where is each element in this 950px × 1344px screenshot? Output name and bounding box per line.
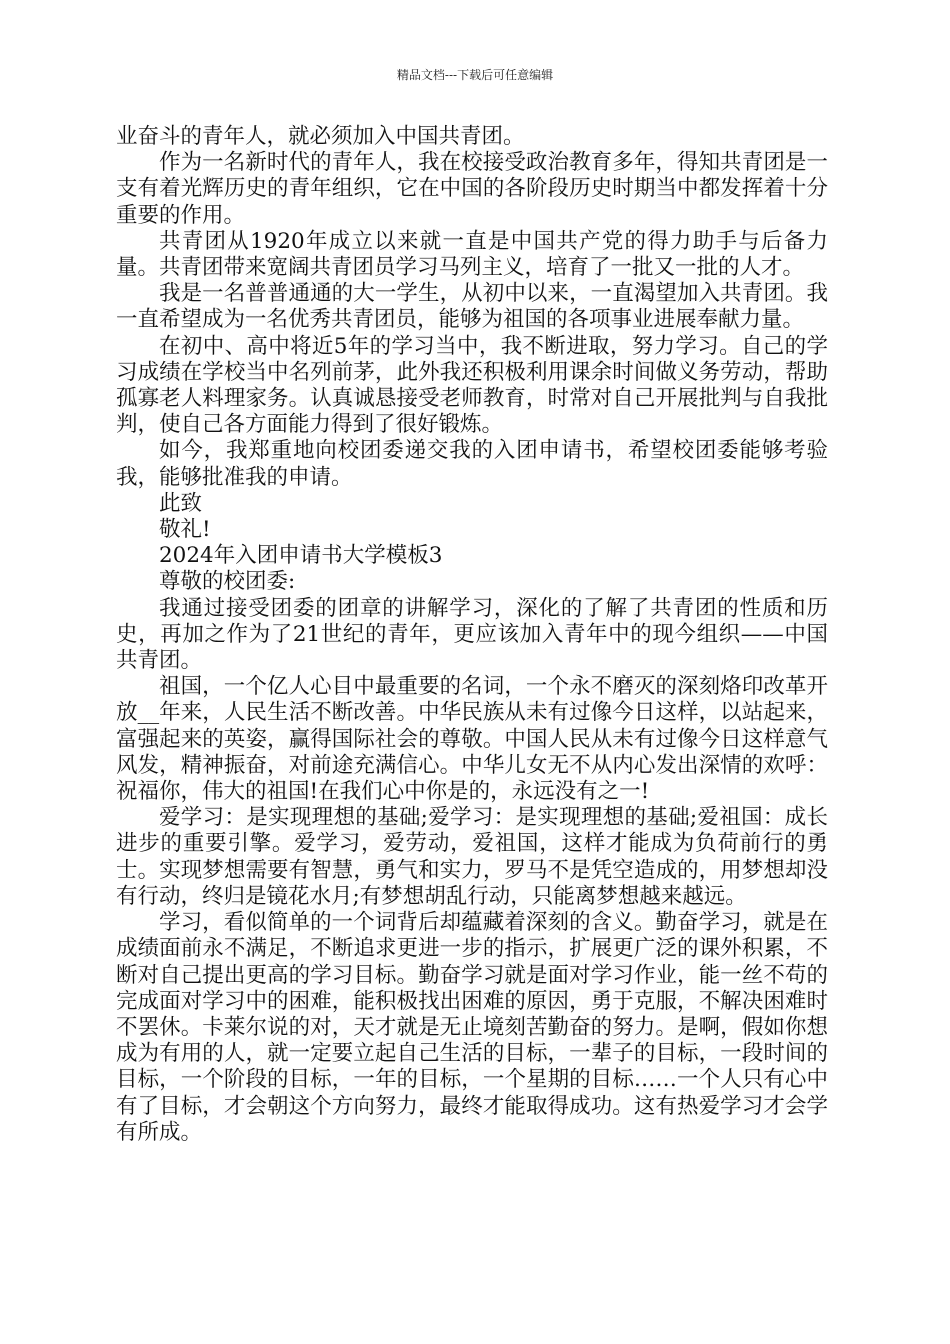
- paragraph: 业奋斗的青年人，就必须加入中国共青团。: [116, 124, 525, 149]
- paragraph: 我是一名普普通通的大一学生，从初中以来，一直渴望加入共青团。我一直希望成为一名优秀共青团员，能够为祖国的各项事业进展奉献力量。: [116, 281, 828, 333]
- document-body: [116, 124, 828, 1146]
- greeting: 尊敬的校团委:: [159, 569, 296, 595]
- paragraph: 如今，我郑重地向校团委递交我的入团申请书，希望校团委能够考验我，能够批准我的申请。: [116, 438, 828, 490]
- closing-salutation: 此致: [159, 490, 203, 516]
- paragraph: 学习，看似简单的一个词背后却蕴藏着深刻的含义。勤奋学习，就是在成绩面前永不满足，不断追求更进一步的指示，扩展更广泛的课外积累，不断对自己提出更高的学习目标。勤奋学习就是面对学习作业，能一丝不苟的完成面对学习中的困难，能积极找出困难的原因，勇于克服，不解决困难时不罢休。卡莱尔说的对，天才就是无止境刻苦勤奋的努力。是啊，假如你想成为有用的人，就一定要立起自己生活的目标，一辈子的目标，一段时间的目标，一个阶段的目标，一年的目标，一个星期的目标……一个人只有心中有了目标，才会朝这个方向努力，最终才能取得成功。这有热爱学习才会学有所成。: [116, 910, 828, 1145]
- paragraph: 祖国，一个亿人心目中最重要的名词，一个永不磨灭的深刻烙印改革开放__年来，人民生活不断改善。中华民族从未有过像今日这样，以站起来，富强起来的英姿，赢得国际社会的尊敬。中国人民从未有过像今日这样意气风发，精神振奋，对前途充满信心。中华儿女无不从内心发出深情的欢呼：祝福你，伟大的祖国!在我们心中你是的，永远没有之一!: [116, 674, 828, 805]
- page-header: 精品文档---下载后可任意编辑: [396, 68, 554, 82]
- paragraph: 我通过接受团委的团章的讲解学习，深化的了解了共青团的性质和历史，再加之作为了21世纪的青年，更应该加入青年中的现今组织——中国共青团。: [116, 595, 828, 674]
- paragraph: 共青团从1920年成立以来就一直是中国共产党的得力助手与后备力量。共青团带来宽阔共青团员学习马列主义，培育了一批又一批的人才。: [116, 228, 828, 281]
- paragraph: 爱学习：是实现理想的基础;爱学习：是实现理想的基础;爱祖国：成长进步的重要引擎。爱学习，爱劳动，爱祖国，这样才能成为负荷前行的勇士。实现梦想需要有智慧，勇气和实力，罗马不是凭空造成的，用梦想却没有行动，终归是镜花水月;有梦想胡乱行动，只能离梦想越来越远。: [116, 805, 828, 909]
- paragraph: 在初中、高中将近5年的学习当中，我不断进取，努力学习。自己的学习成绩在学校当中名列前茅，此外我还积极利用课余时间做义务劳动，帮助孤寡老人料理家务。认真诚恳接受老师教育，时常对自己开展批判与自我批判，使自己各方面能力得到了很好锻炼。: [116, 333, 828, 438]
- paragraph: 作为一名新时代的青年人，我在校接受政治教育多年，得知共青团是一支有着光辉历史的青年组织，它在中国的各阶段历史时期当中都发挥着十分重要的作用。: [116, 150, 828, 228]
- closing-salute: 敬礼!: [159, 517, 211, 543]
- section-title: 2024年入团申请书大学模板3: [159, 543, 443, 569]
